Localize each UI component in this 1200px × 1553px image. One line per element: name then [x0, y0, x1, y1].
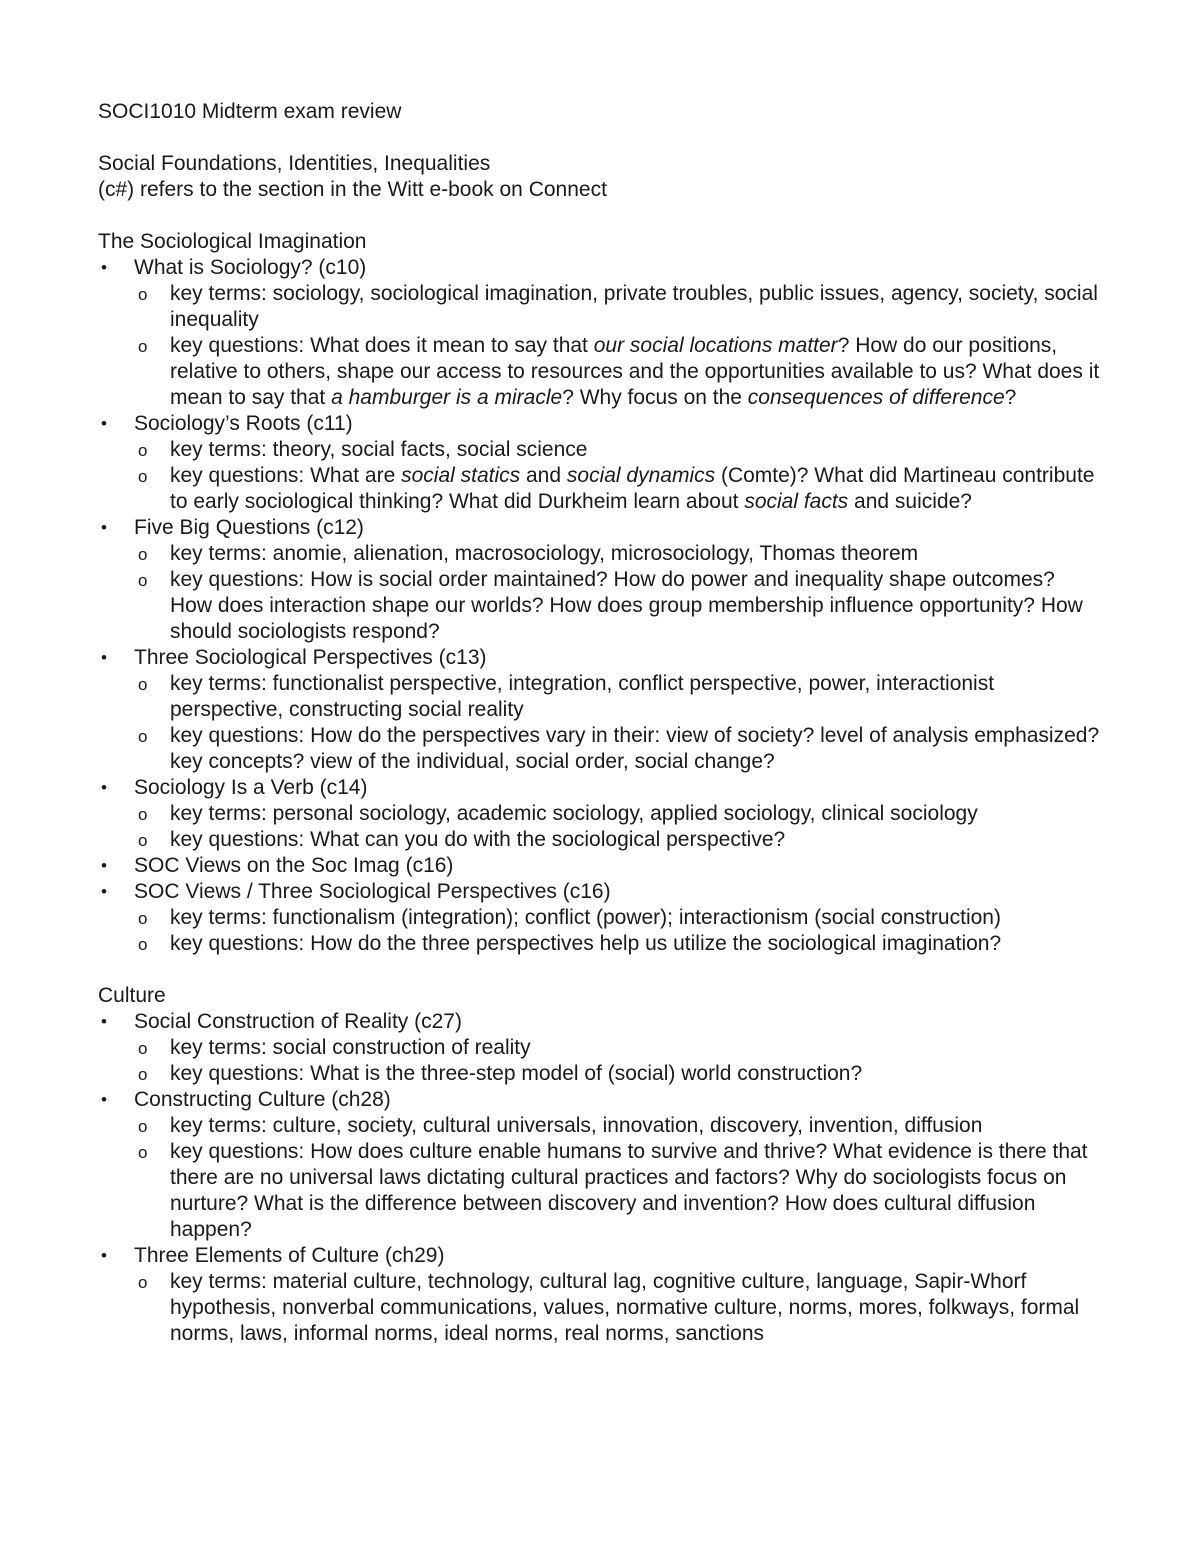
- emphasis-text: social statics: [401, 464, 521, 487]
- bullet-icon: •: [101, 1090, 107, 1109]
- subtopic-text: key terms: personal sociology, academic sociology, applied sociology, clinical sociology: [170, 802, 978, 825]
- topic-item: [98, 645, 1100, 775]
- bullet-icon: •: [101, 648, 107, 667]
- subtopic-item: [134, 931, 1100, 957]
- topic-label: Three Elements of Culture (ch29): [134, 1244, 445, 1267]
- subtopic-list: [134, 1035, 1100, 1087]
- topic-label: SOC Views / Three Sociological Perspectives (c16): [134, 880, 611, 903]
- circle-bullet-icon: o: [138, 285, 148, 304]
- subtopic-text: and: [520, 464, 567, 487]
- bullet-icon: •: [101, 856, 107, 875]
- subtopic-text: key terms: material culture, technology, cultural lag, cognitive culture, language, Sapir-Whorf hypothesis, nonverbal communications, values, normative culture, norms, mores, folkways, formal norms, laws, informal norms, ideal norms, real norms, sanctions: [170, 1270, 1080, 1345]
- doc-note: (c#) refers to the section in the Witt e-book on Connect: [98, 178, 607, 201]
- subtopic-text: key terms: functionalism (integration); conflict (power); interactionism (social construction): [170, 906, 1001, 929]
- circle-bullet-icon: o: [138, 571, 148, 590]
- subtopic-text: ? Why focus on the: [562, 386, 748, 409]
- subtopic-text: key questions: How do the perspectives vary in their: view of society? level of analysis emphasized? key concepts? view of the individual, social order, social change?: [170, 724, 1100, 773]
- bullet-icon: •: [101, 1012, 107, 1031]
- sections-container: [98, 203, 1100, 1347]
- topic-item: [98, 515, 1100, 645]
- circle-bullet-icon: o: [138, 1143, 148, 1162]
- topic-item: [98, 1243, 1100, 1347]
- subtopic-list: [134, 801, 1100, 853]
- circle-bullet-icon: o: [138, 831, 148, 850]
- emphasis-text: consequences of difference: [747, 386, 1005, 409]
- circle-bullet-icon: o: [138, 727, 148, 746]
- topic-label: Constructing Culture (ch28): [134, 1088, 391, 1111]
- subtopic-item: [134, 905, 1100, 931]
- subtopic-item: [134, 437, 1100, 463]
- subtopic-text: key questions: What is the three-step model of (social) world construction?: [170, 1062, 863, 1085]
- subtopic-list: [134, 437, 1100, 515]
- subtopic-text: ? How do our positions, relative to others, shape our access to resources and the opportunities available to us? What does it mean to say that: [170, 334, 1100, 409]
- subtopic-item: [134, 1035, 1100, 1061]
- bullet-icon: •: [101, 778, 107, 797]
- emphasis-text: social dynamics: [566, 464, 716, 487]
- topic-label: Sociology Is a Verb (c14): [134, 776, 368, 799]
- bullet-icon: •: [101, 518, 107, 537]
- subtopic-text: key terms: functionalist perspective, integration, conflict perspective, power, interactionist perspective, constructing social reality: [170, 672, 995, 721]
- topic-list: [98, 1009, 1100, 1347]
- subtopic-text: key terms: culture, society, cultural universals, innovation, discovery, invention, diffusion: [170, 1114, 983, 1137]
- subtopic-text: key questions: How is social order maintained? How do power and inequality shape outcomes? How does interaction shape our worlds? How does group membership influence opportunity? How should sociologists respond?: [170, 568, 1083, 643]
- subtopic-item: [134, 281, 1100, 333]
- subtopic-text: ?: [1004, 386, 1017, 409]
- topic-item: [98, 775, 1100, 853]
- circle-bullet-icon: o: [138, 935, 148, 954]
- topic-item: [98, 411, 1100, 515]
- emphasis-text: social facts: [744, 490, 849, 513]
- subtopic-item: [134, 567, 1100, 645]
- circle-bullet-icon: o: [138, 1039, 148, 1058]
- circle-bullet-icon: o: [138, 675, 148, 694]
- subtopic-text: key questions: What are: [170, 464, 402, 487]
- spacer: [98, 125, 1100, 151]
- subtopic-item: [134, 1269, 1100, 1347]
- circle-bullet-icon: o: [138, 337, 148, 356]
- topic-item: [98, 1009, 1100, 1087]
- circle-bullet-icon: o: [138, 909, 148, 928]
- subtopic-list: [134, 281, 1100, 411]
- subtopic-item: [134, 827, 1100, 853]
- bullet-icon: •: [101, 882, 107, 901]
- circle-bullet-icon: o: [138, 1065, 148, 1084]
- subtopic-item: [134, 1139, 1100, 1243]
- circle-bullet-icon: o: [138, 1117, 148, 1136]
- circle-bullet-icon: o: [138, 545, 148, 564]
- section-heading: The Sociological Imagination: [98, 230, 367, 253]
- subtopic-text: key terms: anomie, alienation, macrosociology, microsociology, Thomas theorem: [170, 542, 919, 565]
- subtopic-text: and suicide?: [848, 490, 972, 513]
- subtopic-text: key terms: social construction of reality: [170, 1036, 531, 1059]
- circle-bullet-icon: o: [138, 467, 148, 486]
- spacer: [98, 957, 1100, 983]
- subtopic-item: [134, 333, 1100, 411]
- emphasis-text: a hamburger is a miracle: [331, 386, 563, 409]
- subtopic-text: (Comte)? What did Martineau contribute to early sociological thinking? What did Durkheim learn about: [170, 464, 1095, 513]
- subtopic-list: [134, 671, 1100, 775]
- topic-label: Sociology’s Roots (c11): [134, 412, 353, 435]
- subtopic-item: [134, 671, 1100, 723]
- doc-subtitle: Social Foundations, Identities, Inequalities: [98, 152, 491, 175]
- bullet-icon: •: [101, 414, 107, 433]
- circle-bullet-icon: o: [138, 1273, 148, 1292]
- subtopic-item: [134, 801, 1100, 827]
- subtopic-item: [134, 463, 1100, 515]
- section-heading: Culture: [98, 984, 166, 1007]
- topic-label: Social Construction of Reality (c27): [134, 1010, 462, 1033]
- subtopic-text: key terms: theory, social facts, social science: [170, 438, 588, 461]
- subtopic-text: key questions: What can you do with the sociological perspective?: [170, 828, 786, 851]
- topic-label: Three Sociological Perspectives (c13): [134, 646, 487, 669]
- bullet-icon: •: [101, 258, 107, 277]
- subtopic-text: key questions: How does culture enable humans to survive and thrive? What evidence is there that there are no universal laws dictating cultural practices and factors? Why do sociologists focus on nurture? What is the difference between discovery and invention? How does cultural diffusion happen?: [170, 1140, 1088, 1241]
- subtopic-item: [134, 541, 1100, 567]
- subtopic-item: [134, 723, 1100, 775]
- circle-bullet-icon: o: [138, 441, 148, 460]
- subtopic-text: key terms: sociology, sociological imagination, private troubles, public issues, agency, society, social inequality: [170, 282, 1098, 331]
- topic-item: [98, 255, 1100, 411]
- circle-bullet-icon: o: [138, 805, 148, 824]
- doc-title: SOCI1010 Midterm exam review: [98, 100, 402, 123]
- subtopic-text: key questions: What does it mean to say that: [170, 334, 594, 357]
- topic-label: What is Sociology? (c10): [134, 256, 367, 279]
- topic-item: [98, 853, 1100, 879]
- spacer: [98, 203, 1100, 229]
- subtopic-item: [134, 1113, 1100, 1139]
- topic-label: SOC Views on the Soc Imag (c16): [134, 854, 454, 877]
- emphasis-text: our social locations matter: [593, 334, 838, 357]
- topic-item: [98, 1087, 1100, 1243]
- topic-label: Five Big Questions (c12): [134, 516, 364, 539]
- topic-item: [98, 879, 1100, 957]
- subtopic-text: key questions: How do the three perspectives help us utilize the sociological imagination?: [170, 932, 1002, 955]
- subtopic-list: [134, 1113, 1100, 1243]
- subtopic-item: [134, 1061, 1100, 1087]
- subtopic-list: [134, 541, 1100, 645]
- topic-list: [98, 255, 1100, 957]
- subtopic-list: [134, 1269, 1100, 1347]
- bullet-icon: •: [101, 1246, 107, 1265]
- subtopic-list: [134, 905, 1100, 957]
